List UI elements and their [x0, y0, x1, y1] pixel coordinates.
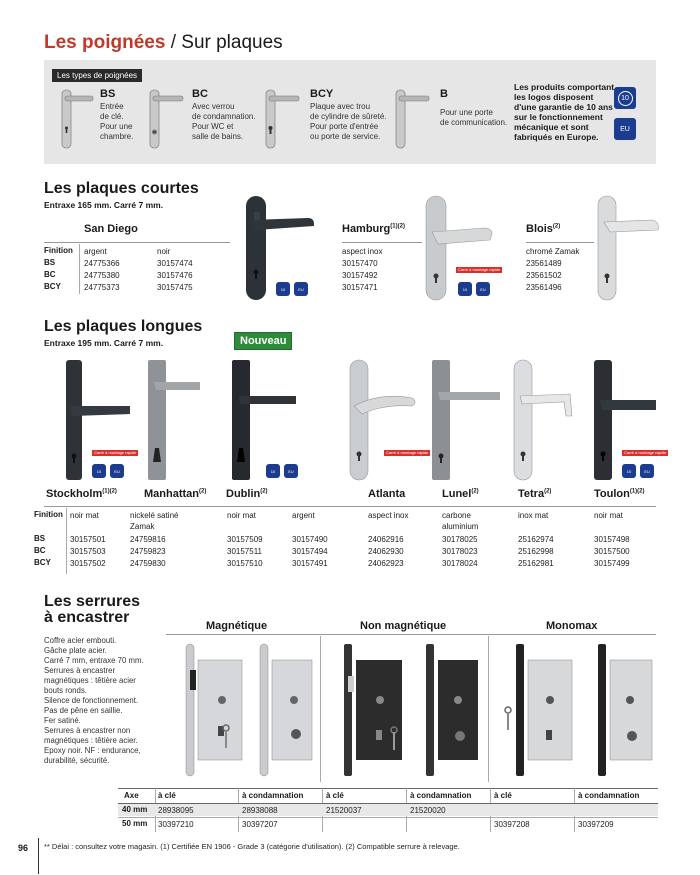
made-in-eu-icon: EU — [284, 464, 298, 478]
long-ref: 30157491 — [292, 559, 328, 568]
long-ref: 30157509 — [227, 535, 263, 544]
locks-table: Axe à clé à condamnation à clé à condamnation à clé à condamnation 40 mm 50 mm 28938095 28938088 21520037 21520020 30397210 30397207 30397208 30397209 — [118, 788, 658, 832]
san-diego-finition-argent: argent — [84, 247, 107, 256]
long-ref: 30157511 — [227, 547, 262, 556]
quick-mount-tag: Carré à montage rapide — [624, 450, 667, 455]
quick-mount-tag: Carré à montage rapide — [458, 267, 501, 272]
product-name-hamburg: Hamburg$^{(1)(2)}$ — [342, 223, 405, 235]
made-in-eu-icon: EU — [294, 282, 308, 296]
product-name-dublin: Dublin$^{(2)}$ — [226, 488, 268, 500]
atlanta-handle-image — [340, 356, 424, 484]
long-ref: 24062923 — [368, 559, 404, 568]
guarantee-10-icon: 10 — [614, 87, 636, 109]
long-ref: 30157499 — [594, 559, 630, 568]
long-finition: argent — [292, 511, 315, 520]
lock-table-cell: 28938088 — [242, 806, 278, 815]
non-magnetic-locks-image — [330, 640, 480, 780]
lock-table-cell: 30397208 — [494, 820, 530, 829]
quick-mount-tag: Carré à montage rapide — [386, 450, 429, 455]
lock-table-header: à clé — [326, 791, 344, 800]
section-subtitle-longues: Entraxe 195 mm. Carré 7 mm. — [44, 338, 164, 348]
section-subtitle-courtes: Entraxe 165 mm. Carré 7 mm. — [44, 200, 164, 210]
made-in-eu-icon: EU — [614, 118, 636, 140]
long-finition: noir mat — [594, 511, 623, 520]
product-name-blois: Blois$^{(2)}$ — [526, 223, 561, 235]
made-in-eu-icon: EU — [110, 464, 124, 478]
long-finition: carbone — [442, 511, 471, 520]
guarantee-note: Les produits comportant les logos disposent d'une garantie de 10 ans sur le fonctionnement mécanique et sont fabriqués en Europe. — [514, 82, 615, 142]
section-title-courtes: Les plaques courtes — [44, 180, 199, 197]
long-finition: aluminium — [442, 522, 479, 531]
lock-table-cell: 30397210 — [158, 820, 194, 829]
lock-table-cell: 30397207 — [242, 820, 278, 829]
made-in-eu-icon: EU — [640, 464, 654, 478]
page-title: Les poignées / Sur plaques — [44, 32, 283, 53]
type-desc-bcy: Plaque avec trou de cylindre de sûreté. Pour porte d'entrée ou porte de service. — [310, 102, 387, 141]
long-ref: 30157501 — [70, 535, 106, 544]
long-ref: 30157494 — [292, 547, 328, 556]
type-desc-b: Pour une porte de communication. — [440, 108, 508, 127]
type-desc-bc: Avec verrou de condamnation. Pour WC et salle de bains. — [192, 102, 256, 141]
product-name-tetra: Tetra$^{(2)}$ — [518, 488, 552, 500]
long-ref: 30178023 — [442, 547, 478, 556]
long-ref: 25162974 — [518, 535, 554, 544]
quick-mount-tag: Carré à montage rapide — [94, 450, 137, 455]
page-number: 96 — [18, 843, 29, 853]
long-finition: Zamak — [130, 522, 155, 531]
long-ref: 30178024 — [442, 559, 478, 568]
long-ref: 24759816 — [130, 535, 166, 544]
long-ref: 25162981 — [518, 559, 554, 568]
long-ref: 24759823 — [130, 547, 166, 556]
product-name-stockholm: Stockholm$^{(1)(2)}$ — [46, 488, 117, 500]
group-title-monomax: Monomax — [546, 620, 598, 632]
type-code-bs: BS — [100, 88, 116, 100]
lock-table-header: à condamnation — [242, 791, 304, 800]
section-title-longues: Les plaques longues — [44, 318, 203, 335]
group-title-magnetique: Magnétique — [206, 620, 268, 632]
type-code-b: B — [440, 88, 448, 100]
handle-b-icon — [394, 88, 432, 150]
types-tag: Les types de poignées — [52, 69, 142, 82]
lock-table-cell: 21520020 — [410, 806, 446, 815]
manhattan-handle-image — [140, 356, 204, 484]
long-finition: inox mat — [518, 511, 549, 520]
product-name-toulon: Toulon$^{(1)(2)}$ — [594, 488, 645, 500]
product-name-atlanta: Atlanta — [368, 488, 406, 500]
new-badge: Nouveau — [234, 332, 292, 350]
long-finition: noir mat — [70, 511, 99, 520]
guarantee-10-icon: 10 — [458, 282, 472, 296]
blois-handle-image — [592, 192, 664, 304]
lock-table-header: à condamnation — [410, 791, 472, 800]
lock-table-header: à clé — [494, 791, 512, 800]
long-ref: 24062930 — [368, 547, 404, 556]
magnetic-locks-image — [176, 640, 316, 780]
guarantee-10-icon: 10 — [622, 464, 636, 478]
guarantee-10-icon: 10 — [92, 464, 106, 478]
product-name-san-diego: San Diego — [84, 223, 138, 235]
long-ref: 30157503 — [70, 547, 106, 556]
handle-bs-icon — [60, 88, 94, 150]
guarantee-10-icon: 10 — [266, 464, 280, 478]
long-finition: noir mat — [227, 511, 256, 520]
monomax-locks-image — [498, 640, 658, 780]
serrures-description: Coffre acier embouti. Gâche plate acier. Carré 7 mm, entraxe 70 mm. Serrures à encastrer magnétiques : têtière acier bouts ronds. Silence de fonctionnement. Pas de pêne en saillie. Fer satiné. Serrures à encastrer non magnétiques : têtière acier. Epoxy noir. NF : endurance, durabilité, sécurité. — [44, 636, 144, 765]
long-ref: 25162998 — [518, 547, 554, 556]
group-title-non-magnetique: Non magnétique — [360, 620, 447, 632]
long-ref: 30157500 — [594, 547, 630, 556]
long-ref: 30178025 — [442, 535, 478, 544]
type-code-bcy: BCY — [310, 88, 334, 100]
type-code-bc: BC — [192, 88, 208, 100]
made-in-eu-icon: EU — [476, 282, 490, 296]
footer-note: ** Délai : consultez votre magasin. (1) Certifiée EN 1906 - Grade 3 (catégorie d'utilisation). (2) Compatible serrure à relevage. — [44, 842, 460, 851]
handle-bcy-icon — [264, 88, 302, 150]
product-name-lunel: Lunel$^{(2)}$ — [442, 488, 479, 500]
product-name-manhattan: Manhattan$^{(2)}$ — [144, 488, 207, 500]
type-desc-bs: Entrée de clé. Pour une chambre. — [100, 102, 134, 141]
long-ref: 30157502 — [70, 559, 106, 568]
long-finition: nickelé satiné — [130, 511, 179, 520]
long-ref: 30157490 — [292, 535, 328, 544]
handle-bc-icon — [148, 88, 186, 150]
long-finition: aspect inox — [368, 511, 409, 520]
section-title-serrures: Les serrures à encastrer — [44, 593, 141, 626]
lock-table-cell: 28938095 — [158, 806, 194, 815]
lock-table-header: à clé — [158, 791, 176, 800]
san-diego-finition-noir: noir — [157, 247, 171, 256]
tetra-handle-image — [506, 356, 586, 484]
long-ref: 24759830 — [130, 559, 166, 568]
lock-table-cell: 21520037 — [326, 806, 362, 815]
long-ref: 30157498 — [594, 535, 630, 544]
long-ref: 30157510 — [227, 559, 263, 568]
long-ref: 24062916 — [368, 535, 404, 544]
lock-table-cell: 30397209 — [578, 820, 614, 829]
lock-table-header: à condamnation — [578, 791, 640, 800]
guarantee-10-icon: 10 — [276, 282, 290, 296]
lunel-handle-image — [426, 356, 506, 484]
